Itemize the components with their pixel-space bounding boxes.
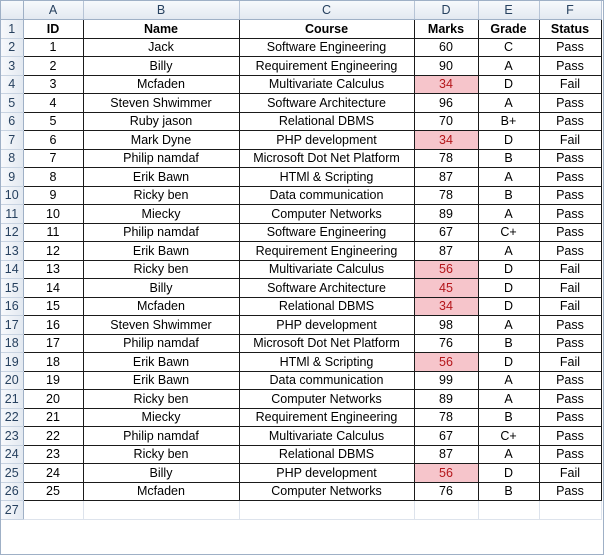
cell-status[interactable]: Pass [539, 149, 601, 168]
row-header-12[interactable]: 12 [1, 223, 23, 242]
row-header-25[interactable]: 25 [1, 464, 23, 483]
cell-marks[interactable]: 98 [414, 316, 478, 335]
cell-marks[interactable]: 76 [414, 482, 478, 501]
header-cell-id[interactable]: ID [23, 20, 83, 39]
row-header-14[interactable]: 14 [1, 260, 23, 279]
table-row [1, 223, 601, 242]
data-table [1, 1, 602, 520]
cell-status[interactable]: Pass [539, 371, 601, 390]
cell-id[interactable]: 22 [23, 427, 83, 446]
cell-status[interactable]: Pass [539, 38, 601, 57]
table-row [1, 353, 601, 372]
cell-grade[interactable]: A [478, 242, 539, 261]
cell-grade[interactable]: B [478, 149, 539, 168]
table-row [1, 94, 601, 113]
table-row [1, 20, 601, 39]
cell-marks[interactable]: 87 [414, 242, 478, 261]
cell-status[interactable]: Pass [539, 205, 601, 224]
cell-id[interactable]: 23 [23, 445, 83, 464]
cell-name[interactable]: Jack [83, 38, 239, 57]
cell-name[interactable]: Billy [83, 464, 239, 483]
row-header-4[interactable]: 4 [1, 75, 23, 94]
row-header-7[interactable]: 7 [1, 131, 23, 150]
cell-name[interactable]: Steven Shwimmer [83, 316, 239, 335]
cell-id[interactable]: 24 [23, 464, 83, 483]
cell-id[interactable]: 10 [23, 205, 83, 224]
table-row [1, 501, 601, 520]
cell-id[interactable]: 13 [23, 260, 83, 279]
cell-status[interactable]: Pass [539, 427, 601, 446]
header-cell-marks[interactable]: Marks [414, 20, 478, 39]
cell-id[interactable]: 15 [23, 297, 83, 316]
row-header-17[interactable]: 17 [1, 316, 23, 335]
cell-name[interactable]: Ruby jason [83, 112, 239, 131]
cell-course[interactable]: Multivariate Calculus [239, 75, 414, 94]
cell-name[interactable]: Mcfaden [83, 482, 239, 501]
cell-marks[interactable]: 67 [414, 223, 478, 242]
cell-marks[interactable]: 78 [414, 149, 478, 168]
cell-marks[interactable]: 45 [414, 279, 478, 298]
cell-name[interactable]: Mcfaden [83, 297, 239, 316]
cell-grade[interactable]: A [478, 371, 539, 390]
table-row [1, 316, 601, 335]
cell-grade[interactable]: C+ [478, 427, 539, 446]
cell-marks[interactable]: 99 [414, 371, 478, 390]
cell-marks[interactable]: 34 [414, 131, 478, 150]
cell-grade[interactable]: C+ [478, 223, 539, 242]
table-row [1, 186, 601, 205]
cell-status[interactable]: Fail [539, 464, 601, 483]
column-header-a[interactable]: A [23, 1, 83, 20]
cell-status[interactable]: Pass [539, 168, 601, 187]
cell-marks[interactable]: 89 [414, 390, 478, 409]
cell-status[interactable]: Pass [539, 112, 601, 131]
row-header-18[interactable]: 18 [1, 334, 23, 353]
row-header-20[interactable]: 20 [1, 371, 23, 390]
row-header-19[interactable]: 19 [1, 353, 23, 372]
table-row [1, 408, 601, 427]
cell-course[interactable]: Data communication [239, 186, 414, 205]
cell-grade[interactable]: D [478, 297, 539, 316]
table-row [1, 390, 601, 409]
table-row [1, 371, 601, 390]
column-header-d[interactable]: D [414, 1, 478, 20]
cell-status[interactable]: Pass [539, 334, 601, 353]
cell-grade[interactable]: B+ [478, 112, 539, 131]
header-cell-status[interactable]: Status [539, 20, 601, 39]
empty-cell[interactable] [23, 501, 83, 520]
cell-id[interactable]: 9 [23, 186, 83, 205]
cell-course[interactable]: Software Engineering [239, 38, 414, 57]
cell-course[interactable]: PHP development [239, 316, 414, 335]
row-header-3[interactable]: 3 [1, 57, 23, 76]
table-row [1, 427, 601, 446]
table-row [1, 482, 601, 501]
cell-name[interactable]: Mark Dyne [83, 131, 239, 150]
cell-name[interactable]: Mcfaden [83, 75, 239, 94]
cell-name[interactable]: Billy [83, 279, 239, 298]
cell-id[interactable]: 8 [23, 168, 83, 187]
cell-grade[interactable]: B [478, 334, 539, 353]
cell-id[interactable]: 11 [23, 223, 83, 242]
cell-status[interactable]: Fail [539, 297, 601, 316]
row-header-2[interactable]: 2 [1, 38, 23, 57]
cell-grade[interactable]: A [478, 445, 539, 464]
table-row [1, 38, 601, 57]
cell-id[interactable]: 6 [23, 131, 83, 150]
cell-course[interactable]: Software Architecture [239, 279, 414, 298]
cell-marks[interactable]: 78 [414, 186, 478, 205]
cell-course[interactable]: Microsoft Dot Net Platform [239, 334, 414, 353]
cell-marks[interactable]: 87 [414, 168, 478, 187]
cell-course[interactable]: Computer Networks [239, 390, 414, 409]
row-header-16[interactable]: 16 [1, 297, 23, 316]
cell-id[interactable]: 4 [23, 94, 83, 113]
cell-name[interactable]: Erik Bawn [83, 353, 239, 372]
cell-status[interactable]: Pass [539, 242, 601, 261]
cell-id[interactable]: 14 [23, 279, 83, 298]
table-row [1, 297, 601, 316]
table-row [1, 334, 601, 353]
cell-status[interactable]: Fail [539, 75, 601, 94]
cell-name[interactable]: Philip namdaf [83, 149, 239, 168]
row-header-21[interactable]: 21 [1, 390, 23, 409]
cell-course[interactable]: Multivariate Calculus [239, 260, 414, 279]
row-header-27[interactable]: 27 [1, 501, 23, 520]
cell-course[interactable]: Computer Networks [239, 205, 414, 224]
cell-name[interactable]: Philip namdaf [83, 427, 239, 446]
cell-grade[interactable]: D [478, 75, 539, 94]
cell-name[interactable]: Erik Bawn [83, 371, 239, 390]
table-row [1, 75, 601, 94]
cell-id[interactable]: 25 [23, 482, 83, 501]
cell-grade[interactable]: A [478, 57, 539, 76]
cell-course[interactable]: Computer Networks [239, 482, 414, 501]
row-header-9[interactable]: 9 [1, 168, 23, 187]
cell-course[interactable]: Relational DBMS [239, 297, 414, 316]
cell-name[interactable]: Ricky ben [83, 445, 239, 464]
empty-cell[interactable] [239, 501, 414, 520]
cell-grade[interactable]: B [478, 408, 539, 427]
empty-cell[interactable] [414, 501, 478, 520]
cell-id[interactable]: 16 [23, 316, 83, 335]
table-row [1, 445, 601, 464]
cell-name[interactable]: Ricky ben [83, 390, 239, 409]
cell-marks[interactable]: 60 [414, 38, 478, 57]
row-header-22[interactable]: 22 [1, 408, 23, 427]
cell-id[interactable]: 7 [23, 149, 83, 168]
cell-status[interactable]: Fail [539, 279, 601, 298]
header-cell-name[interactable]: Name [83, 20, 239, 39]
table-row [1, 57, 601, 76]
row-header-6[interactable]: 6 [1, 112, 23, 131]
cell-name[interactable]: Billy [83, 57, 239, 76]
header-cell-grade[interactable]: Grade [478, 20, 539, 39]
column-header-b[interactable]: B [83, 1, 239, 20]
cell-grade[interactable]: D [478, 353, 539, 372]
column-header-e[interactable]: E [478, 1, 539, 20]
cell-course[interactable]: PHP development [239, 131, 414, 150]
cell-grade[interactable]: A [478, 316, 539, 335]
cell-status[interactable]: Pass [539, 57, 601, 76]
cell-name[interactable]: Philip namdaf [83, 223, 239, 242]
cell-course[interactable]: Multivariate Calculus [239, 427, 414, 446]
row-header-10[interactable]: 10 [1, 186, 23, 205]
cell-grade[interactable]: B [478, 186, 539, 205]
cell-id[interactable]: 12 [23, 242, 83, 261]
table-row [1, 242, 601, 261]
cell-name[interactable]: Miecky [83, 408, 239, 427]
cell-marks[interactable]: 67 [414, 427, 478, 446]
cell-course[interactable]: Requirement Engineering [239, 242, 414, 261]
cell-grade[interactable]: A [478, 390, 539, 409]
cell-marks[interactable]: 34 [414, 75, 478, 94]
cell-marks[interactable]: 70 [414, 112, 478, 131]
column-header-c[interactable]: C [239, 1, 414, 20]
cell-name[interactable]: Erik Bawn [83, 242, 239, 261]
table-row [1, 168, 601, 187]
row-header-13[interactable]: 13 [1, 242, 23, 261]
cell-course[interactable]: Data communication [239, 371, 414, 390]
cell-course[interactable]: PHP development [239, 464, 414, 483]
cell-id[interactable]: 1 [23, 38, 83, 57]
cell-grade[interactable]: D [478, 260, 539, 279]
table-row [1, 205, 601, 224]
cell-marks[interactable]: 96 [414, 94, 478, 113]
cell-course[interactable]: Relational DBMS [239, 445, 414, 464]
cell-course[interactable]: Requirement Engineering [239, 57, 414, 76]
table-row [1, 131, 601, 150]
cell-name[interactable]: Ricky ben [83, 186, 239, 205]
row-header-26[interactable]: 26 [1, 482, 23, 501]
cell-marks[interactable]: 90 [414, 57, 478, 76]
row-header-15[interactable]: 15 [1, 279, 23, 298]
cell-grade[interactable]: D [478, 131, 539, 150]
cell-marks[interactable]: 56 [414, 464, 478, 483]
cell-marks[interactable]: 87 [414, 445, 478, 464]
cell-marks[interactable]: 34 [414, 297, 478, 316]
cell-id[interactable]: 2 [23, 57, 83, 76]
cell-status[interactable]: Pass [539, 390, 601, 409]
row-header-5[interactable]: 5 [1, 94, 23, 113]
cell-course[interactable]: Software Architecture [239, 94, 414, 113]
cell-grade[interactable]: B [478, 482, 539, 501]
empty-cell[interactable] [478, 501, 539, 520]
row-header-11[interactable]: 11 [1, 205, 23, 224]
empty-cell[interactable] [539, 501, 601, 520]
table-row [1, 112, 601, 131]
cell-name[interactable]: Miecky [83, 205, 239, 224]
row-header-24[interactable]: 24 [1, 445, 23, 464]
cell-marks[interactable]: 56 [414, 260, 478, 279]
cell-marks[interactable]: 89 [414, 205, 478, 224]
cell-grade[interactable]: C [478, 38, 539, 57]
cell-status[interactable]: Pass [539, 445, 601, 464]
table-row [1, 260, 601, 279]
cell-id[interactable]: 5 [23, 112, 83, 131]
cell-status[interactable]: Fail [539, 131, 601, 150]
cell-status[interactable]: Pass [539, 316, 601, 335]
row-header-23[interactable]: 23 [1, 427, 23, 446]
cell-course[interactable]: HTMl & Scripting [239, 168, 414, 187]
cell-grade[interactable]: A [478, 94, 539, 113]
cell-status[interactable]: Pass [539, 223, 601, 242]
header-cell-course[interactable]: Course [239, 20, 414, 39]
column-header-f[interactable]: F [539, 1, 601, 20]
cell-course[interactable]: Relational DBMS [239, 112, 414, 131]
cell-name[interactable]: Philip namdaf [83, 334, 239, 353]
cell-grade[interactable]: A [478, 205, 539, 224]
cell-grade[interactable]: A [478, 168, 539, 187]
table-row [1, 279, 601, 298]
cell-name[interactable]: Erik Bawn [83, 168, 239, 187]
cell-status[interactable]: Pass [539, 482, 601, 501]
table-row [1, 149, 601, 168]
cell-status[interactable]: Fail [539, 260, 601, 279]
cell-status[interactable]: Pass [539, 408, 601, 427]
cell-course[interactable]: Requirement Engineering [239, 408, 414, 427]
cell-id[interactable]: 18 [23, 353, 83, 372]
row-header-1[interactable]: 1 [1, 20, 23, 39]
cell-name[interactable]: Ricky ben [83, 260, 239, 279]
cell-id[interactable]: 19 [23, 371, 83, 390]
cell-id[interactable]: 21 [23, 408, 83, 427]
cell-course[interactable]: HTMl & Scripting [239, 353, 414, 372]
row-header-8[interactable]: 8 [1, 149, 23, 168]
cell-id[interactable]: 20 [23, 390, 83, 409]
cell-course[interactable]: Software Engineering [239, 223, 414, 242]
cell-marks[interactable]: 56 [414, 353, 478, 372]
cell-name[interactable]: Steven Shwimmer [83, 94, 239, 113]
empty-cell[interactable] [83, 501, 239, 520]
cell-grade[interactable]: D [478, 279, 539, 298]
cell-id[interactable]: 17 [23, 334, 83, 353]
select-all-corner[interactable] [1, 1, 23, 20]
cell-status[interactable]: Pass [539, 186, 601, 205]
cell-grade[interactable]: D [478, 464, 539, 483]
cell-status[interactable]: Fail [539, 353, 601, 372]
cell-status[interactable]: Pass [539, 94, 601, 113]
cell-course[interactable]: Microsoft Dot Net Platform [239, 149, 414, 168]
cell-marks[interactable]: 76 [414, 334, 478, 353]
cell-marks[interactable]: 78 [414, 408, 478, 427]
cell-id[interactable]: 3 [23, 75, 83, 94]
table-row [1, 464, 601, 483]
